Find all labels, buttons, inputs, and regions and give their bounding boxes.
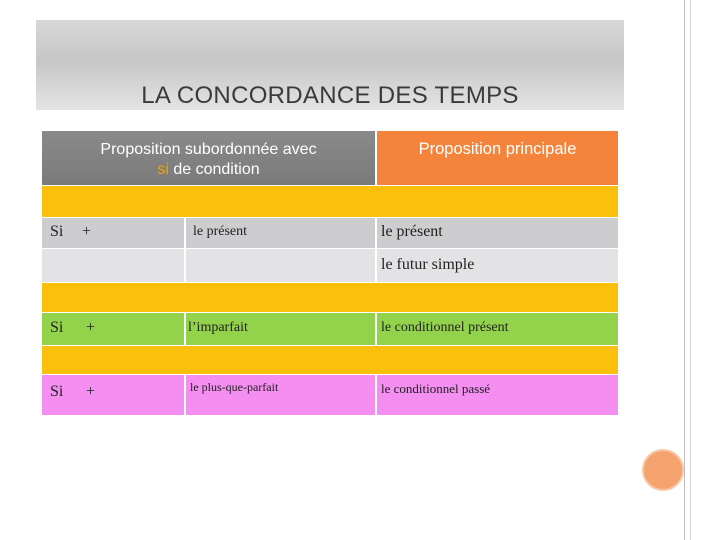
table-row-present: [42, 217, 618, 248]
plus-sign: +: [82, 223, 92, 240]
plus-sign: +: [86, 383, 96, 400]
si-label: Si: [50, 319, 64, 336]
table-row-imparfait: [42, 312, 618, 345]
subordinate-tense: l’imparfait: [188, 320, 248, 335]
main-tense: le conditionnel présent: [381, 320, 509, 335]
header-subordinate-line1: Proposition subordonnée avec: [100, 141, 317, 158]
subordinate-tense: le présent: [193, 224, 248, 239]
plus-sign: +: [86, 319, 96, 336]
si-label: Si: [50, 383, 64, 400]
table-row-plus-que-parfait: [42, 374, 618, 415]
main-tense: le conditionnel passé: [381, 381, 491, 396]
column-divider: [184, 313, 186, 345]
page-title: LA CONCORDANCE DES TEMPS: [141, 82, 519, 109]
subordinate-tense: le plus-que-parfait: [190, 380, 279, 394]
column-divider: [375, 218, 377, 248]
header-subordinate-rest: de condition: [173, 161, 260, 178]
header-si-word: si: [157, 161, 169, 178]
header-subordinate-line2: [42, 160, 375, 180]
table-header-row: [42, 131, 618, 185]
decorative-line: [690, 0, 691, 540]
table-row-future: [42, 248, 618, 282]
decorative-circle: [642, 449, 684, 491]
table-row-separator-yellow: [42, 185, 618, 217]
column-divider: [375, 375, 377, 415]
main-tense: le présent: [381, 223, 443, 240]
column-divider: [375, 313, 377, 345]
si-label: Si: [50, 223, 64, 240]
column-divider: [184, 218, 186, 248]
header-main-clause: Proposition principale: [377, 131, 618, 185]
column-divider: [184, 375, 186, 415]
column-divider: [184, 249, 186, 282]
header-subordinate: [42, 131, 375, 185]
main-tense: le futur simple: [381, 256, 475, 273]
decorative-line: [684, 0, 685, 540]
column-divider: [375, 249, 377, 282]
concordance-table: [42, 131, 618, 415]
table-row-separator-yellow: [42, 282, 618, 312]
title-band: [36, 20, 624, 110]
table-row-separator-yellow: [42, 345, 618, 374]
